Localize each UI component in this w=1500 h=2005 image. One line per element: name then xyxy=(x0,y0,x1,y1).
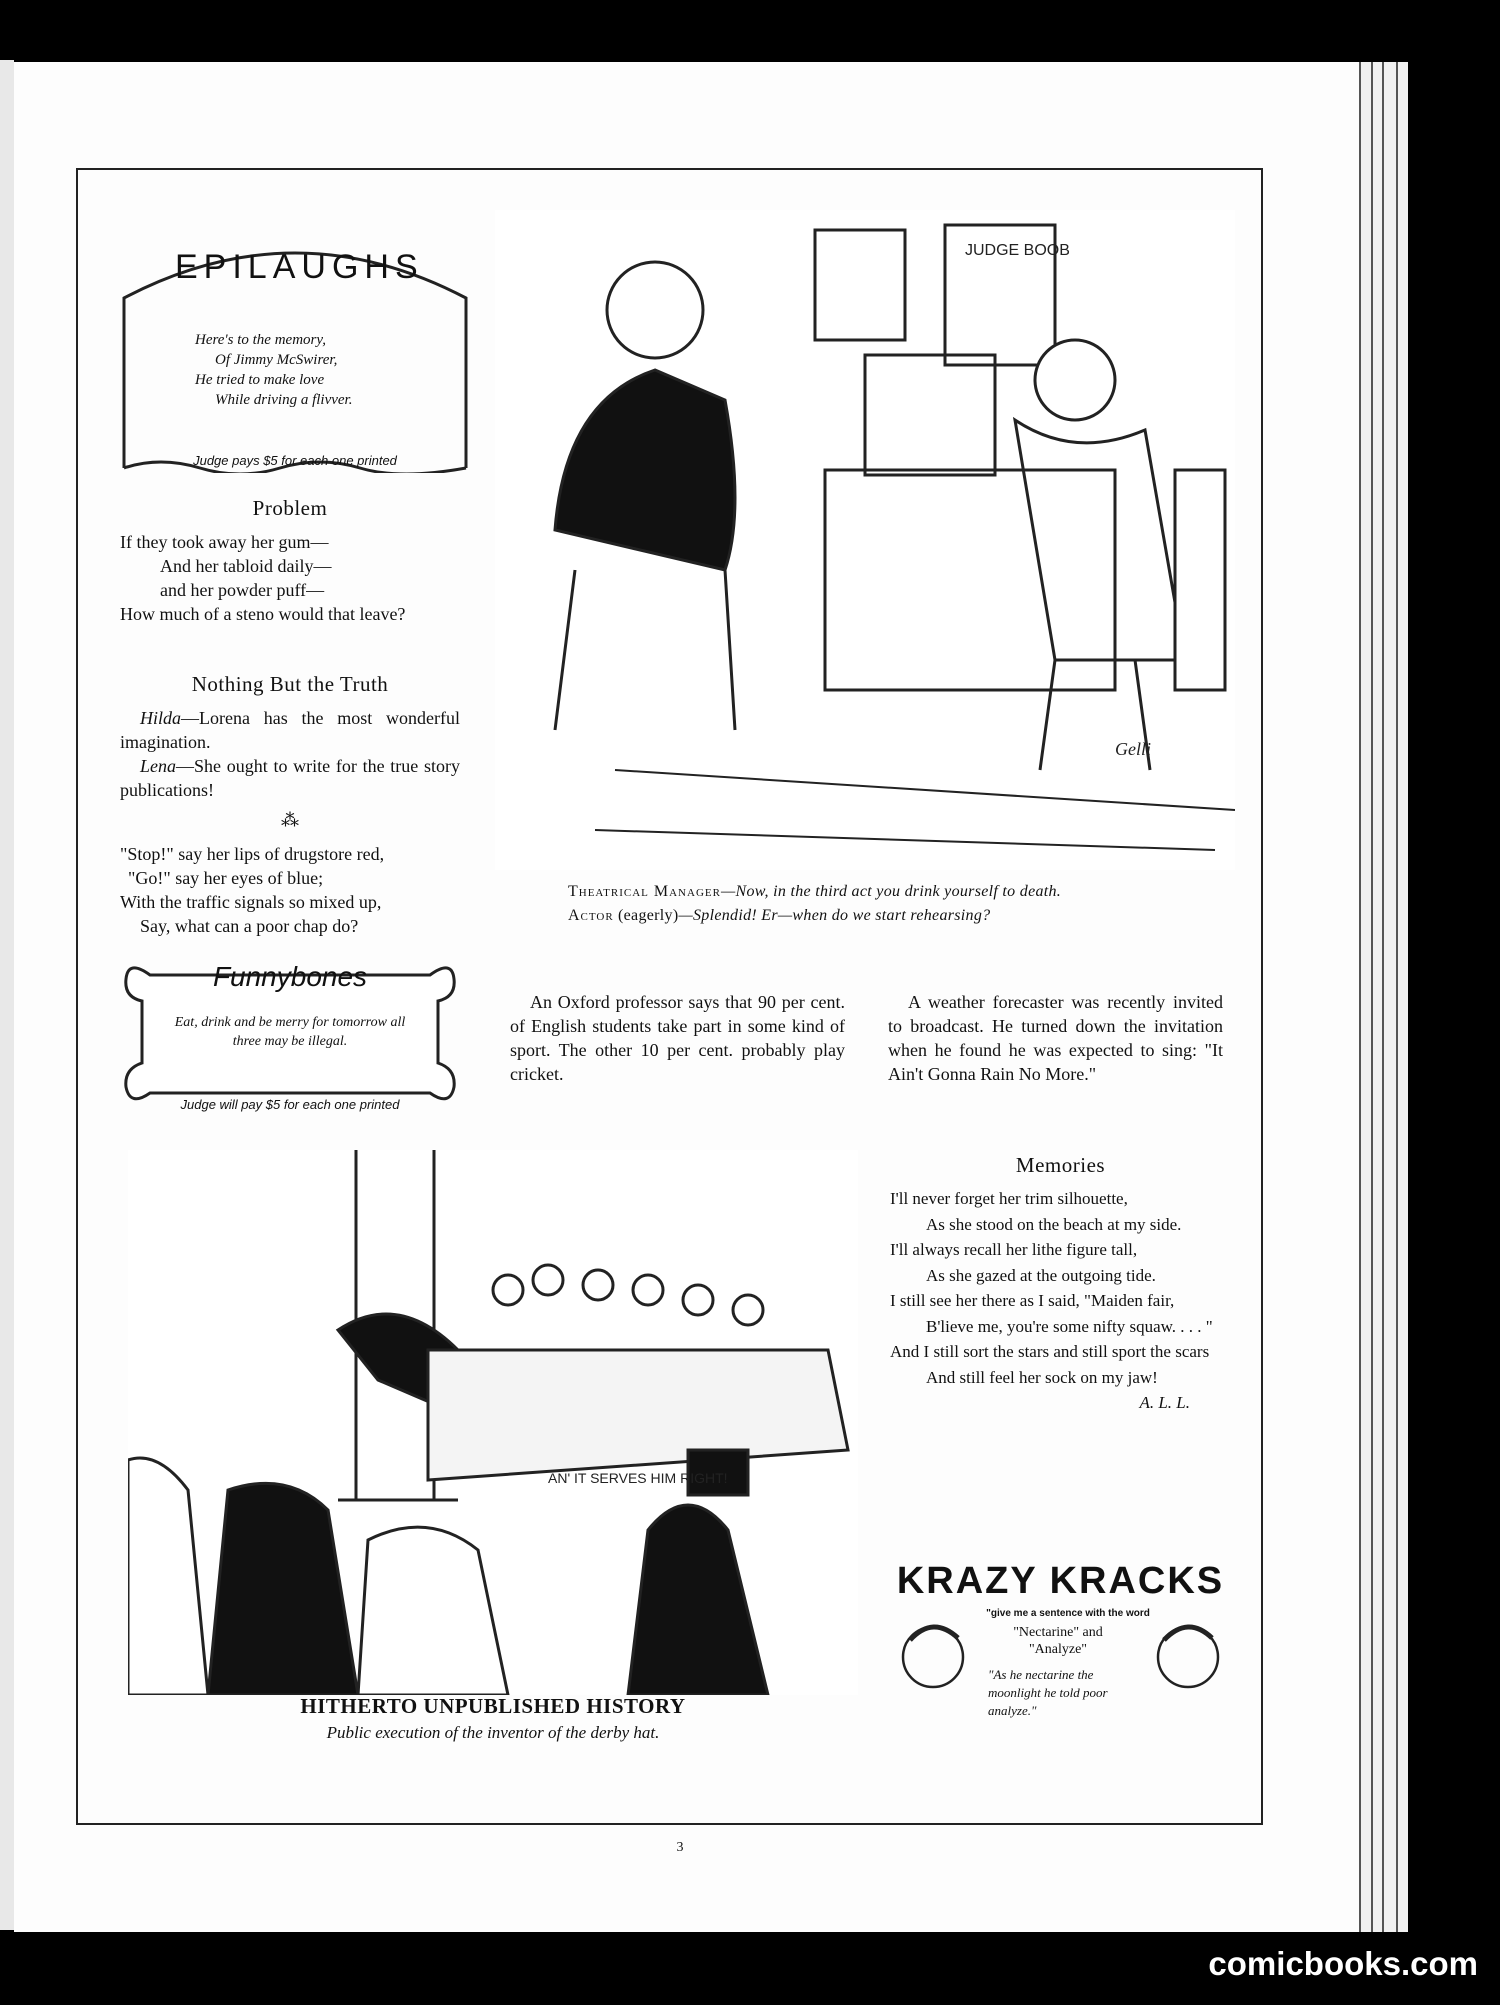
history-cartoon xyxy=(128,1150,858,1695)
dialogue: —Now, in the third act you drink yourself to death. xyxy=(720,883,1062,900)
speaker: Actor xyxy=(568,907,614,924)
artist-signature: Gelli xyxy=(1115,739,1151,759)
epilaughs-line: Here's to the memory, xyxy=(195,332,326,348)
speaker: Hilda xyxy=(140,708,182,728)
truth-line-1 xyxy=(120,706,460,754)
memories-signature: A. L. L. xyxy=(1139,1393,1190,1412)
weather-paragraph: A weather forecaster was recently invited to broadcast. He turned down the invitation when he found he was expected to sing: "It Ain't Gonna Rain No More." xyxy=(888,992,1223,1084)
funnybones-box xyxy=(120,955,460,1113)
dialogue: —Splendid! Er—when do we start rehearsing? xyxy=(678,907,991,924)
page-edge xyxy=(1371,62,1382,1932)
memories-line: B'lieve me, you're some nifty squaw. . . . " xyxy=(926,1316,1213,1336)
theatrical-line-2 xyxy=(538,904,1218,928)
krazy-faces xyxy=(888,1560,1233,1760)
verse-line: "Stop!" say her lips of drugstore red, xyxy=(120,844,385,864)
truth-heading: Nothing But the Truth xyxy=(191,672,389,696)
krazy-answer: "As he nectarine the moonlight he told poor analyze." xyxy=(988,1667,1108,1718)
ornament: ⁂ xyxy=(281,810,299,830)
page-number: 3 xyxy=(676,1840,684,1855)
epilaughs-footer: Judge pays $5 for each one printed xyxy=(193,453,397,468)
memories-line: And I still sort the stars and still sport the scars xyxy=(890,1342,1210,1361)
speaker: Theatrical Manager xyxy=(568,883,721,900)
krazy-title: KRAZY KRACKS xyxy=(896,1560,1225,1602)
verse-line: Say, what can a poor chap do? xyxy=(140,916,359,936)
epilaughs-line: He tried to make love xyxy=(195,372,325,388)
problem-line: And her tabloid daily— xyxy=(160,556,332,576)
speech-bubble: AN' IT SERVES HIM RIGHT! xyxy=(548,1470,728,1486)
funnybones-text: Eat, drink and be merry for tomorrow all three may be illegal. xyxy=(174,1015,406,1049)
epilaughs-title: EPILAUGHS xyxy=(175,248,424,286)
verse-line: "Go!" say her eyes of blue; xyxy=(128,868,324,888)
oxford-paragraph: An Oxford professor says that 90 per cent. of English students take part in some kind of sport. The other 10 per cent. probably play cricket. xyxy=(510,992,845,1084)
truth-line-2 xyxy=(120,754,460,802)
memories-line: I still see her there as I said, "Maiden fair, xyxy=(890,1291,1175,1310)
page-edge xyxy=(1396,62,1408,1932)
previous-page-edge xyxy=(0,60,14,1930)
krazy-words: "Nectarine" and "Analyze" xyxy=(1013,1625,1103,1657)
page-edge xyxy=(1382,62,1396,1932)
verse-line: With the traffic signals so mixed up, xyxy=(120,892,382,912)
memories-line: As she gazed at the outgoing tide. xyxy=(926,1265,1156,1285)
krazy-prompt: "give me a sentence with the word xyxy=(986,1608,1150,1619)
poster-label: JUDGE BOOB xyxy=(965,242,1070,259)
page-edge xyxy=(1359,62,1371,1932)
memories-line: As she stood on the beach at my side. xyxy=(926,1214,1182,1234)
poster-text xyxy=(965,242,1070,259)
cartoon-illustration xyxy=(128,1150,858,1695)
theatrical-cartoon xyxy=(495,210,1235,870)
history-title: HITHERTO UNPUBLISHED HISTORY xyxy=(300,1694,686,1718)
memories-heading: Memories xyxy=(1015,1153,1106,1177)
history-subtitle: Public execution of the inventor of the derby hat. xyxy=(326,1723,660,1742)
funnybones-footer: Judge will pay $5 for each one printed xyxy=(180,1097,400,1112)
funnybones-title: Funnybones xyxy=(212,961,368,992)
problem-line: If they took away her gum— xyxy=(120,532,329,552)
problem-line: How much of a steno would that leave? xyxy=(120,604,406,624)
dialogue: —She ought to write for the true story publications! xyxy=(120,756,460,800)
memories-line: I'll never forget her trim silhouette, xyxy=(890,1189,1128,1208)
theatrical-line-1 xyxy=(538,880,1218,904)
epilaughs-line: While driving a flivver. xyxy=(215,392,353,408)
memories-line: I'll always recall her lithe figure tall, xyxy=(890,1240,1138,1259)
epilaughs-box xyxy=(120,218,470,473)
memories-line: And still feel her sock on my jaw! xyxy=(926,1367,1158,1387)
speaker: Lena xyxy=(140,756,176,776)
aside: (eagerly) xyxy=(618,907,679,924)
cartoon-illustration xyxy=(495,210,1235,870)
problem-line: and her powder puff— xyxy=(160,580,325,600)
krazy-kracks-panel xyxy=(888,1560,1233,1760)
epilaughs-line: Of Jimmy McSwirer, xyxy=(215,352,338,368)
problem-heading: Problem xyxy=(252,496,328,520)
watermark: comicbooks.com xyxy=(1208,1945,1478,1982)
dialogue: —Lorena has the most wonderful imagination. xyxy=(120,708,460,752)
